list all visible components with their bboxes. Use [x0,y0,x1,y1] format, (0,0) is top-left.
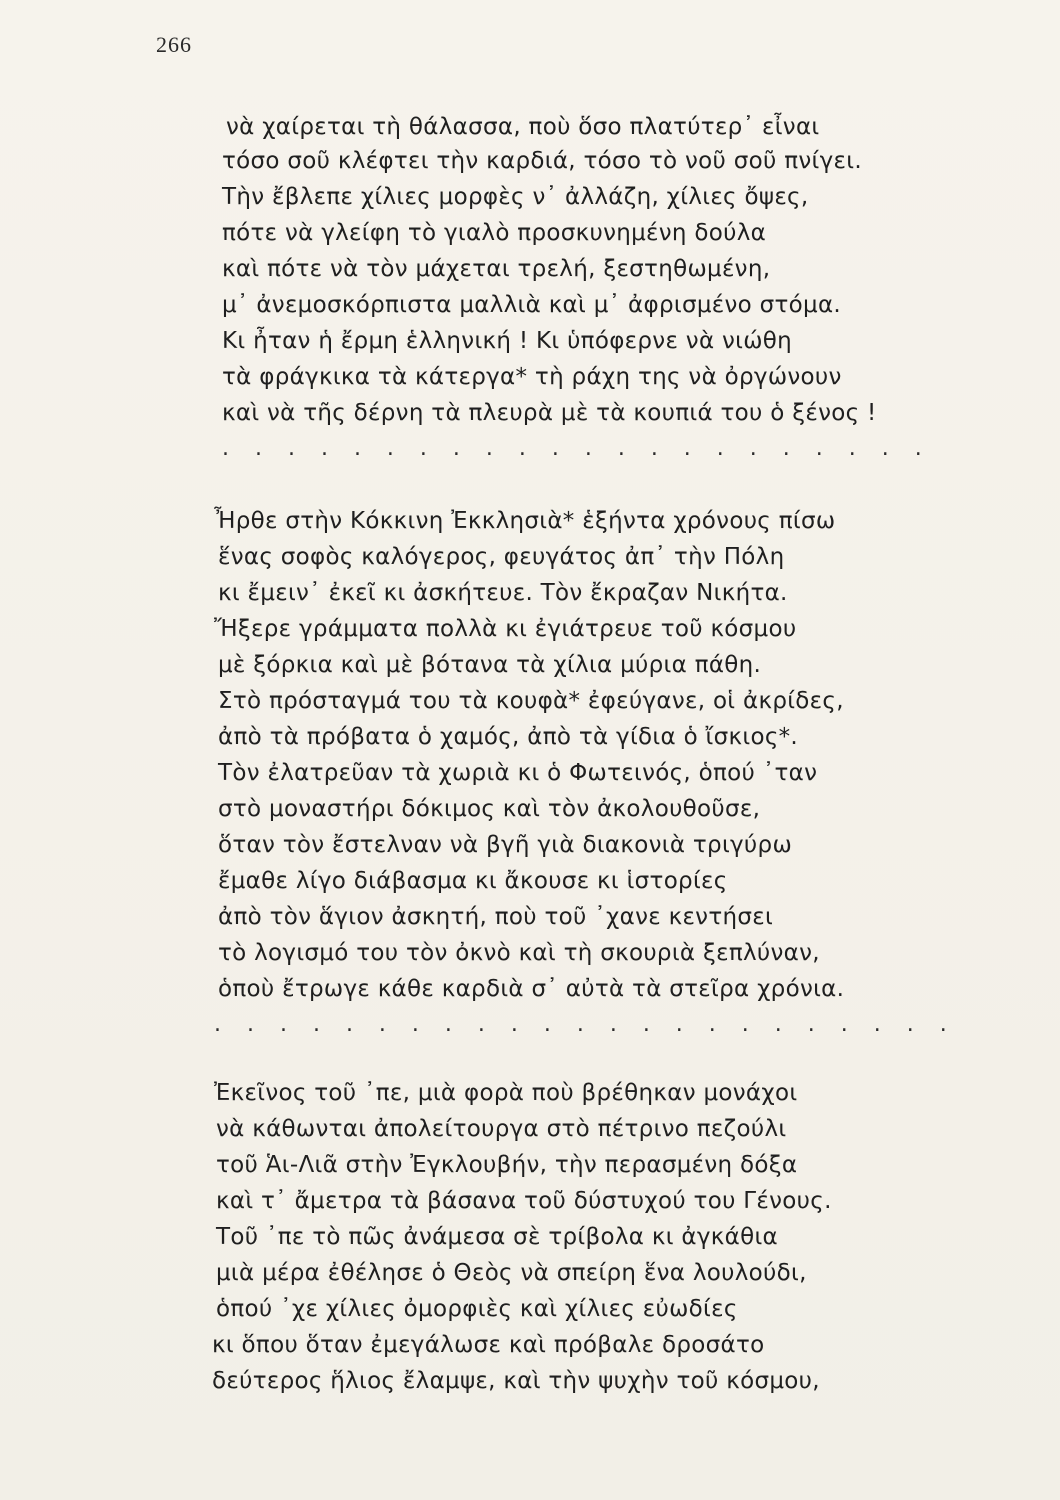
verse-line: ἀπὸ τὰ πρόβατα ὁ χαμός, ἀπὸ τὰ γίδια ὁ ἴσκιος*. [218,724,799,750]
verse-line: Τοῦ ᾽πε τὸ πῶς ἀνάμεσα σὲ τρίβολα κι ἀγκάθια [216,1224,778,1250]
verse-line: Στὸ πρόσταγμά του τὰ κουφὰ* ἐφεύγανε, οἱ ἀκρίδες, [218,688,844,714]
verse-line: Τὴν ἔβλεπε χίλιες μορφὲς ν᾽ ἀλλάζη, χίλιες ὄψες, [222,184,809,210]
verse-line: Ἦρθε στὴν Κόκκινη Ἐκκλησιὰ* ἑξήντα χρόνους πίσω [214,508,836,534]
verse-line: ἕνας σοφὸς καλόγερος, φευγάτος ἀπ᾽ τὴν Πόλη [218,544,785,570]
verse-line: δεύτερος ἥλιος ἔλαμψε, καὶ τὴν ψυχὴν τοῦ κόσμου, [212,1368,820,1394]
verse-line: τὰ φράγκικα τὰ κάτεργα* τὴ ράχη της νὰ ὀργώνουν [222,364,842,390]
verse-line: ὅταν τὸν ἔστελναν νὰ βγῆ γιὰ διακονιὰ τριγύρω [218,832,793,858]
verse-line: Ἤξερε γράμματα πολλὰ κι ἐγιάτρευε τοῦ κόσμου [214,616,797,642]
verse-line: κι ἔμειν᾽ ἐκεῖ κι ἀσκήτευε. Τὸν ἔκραζαν Νικήτα. [218,580,788,606]
verse-line: μ᾽ ἀνεμοσκόρπιστα μαλλιὰ καὶ μ᾽ ἀφρισμένο στόμα. [222,292,842,318]
verse-line: στὸ μοναστήρι δόκιμος καὶ τὸν ἀκολουθοῦσε, [218,796,761,822]
page-number: 266 [156,32,192,57]
verse-line: νὰ χαίρεται τὴ θάλασσα, ποὺ ὅσο πλατύτερ᾽ εἶναι [226,114,820,140]
verse-line: ἀπὸ τὸν ἅγιον ἀσκητή, ποὺ τοῦ ᾽χανε κεντήσει [218,904,774,930]
verse-line: κι ὅπου ὅταν ἐμεγάλωσε καὶ πρόβαλε δροσάτο [212,1332,765,1358]
verse-line: Κι ἦταν ἡ ἔρμη ἑλληνική ! Κι ὑπόφερνε νὰ νιώθη [222,328,793,354]
verse-line: καὶ νὰ τῆς δέρνη τὰ πλευρὰ μὲ τὰ κουπιά του ὁ ξένος ! [222,400,877,426]
verse-line: καὶ πότε νὰ τὸν μάχεται τρελή, ξεστηθωμένη, [222,256,771,282]
verse-line: Ἐκεῖνος τοῦ ᾽πε, μιὰ φορὰ ποὺ βρέθηκαν μονάχοι [214,1080,798,1106]
verse-line: πότε νὰ γλείφη τὸ γιαλὸ προσκυνημένη δούλα [222,220,767,246]
verse-line: μιὰ μέρα ἐθέλησε ὁ Θεὸς νὰ σπείρη ἕνα λουλούδι, [216,1260,807,1286]
section-separator: . . . . . . . . . . . . . . . . . . . . . . [222,436,932,461]
verse-line: τὸ λογισμό του τὸν ὀκνὸ καὶ τὴ σκουριὰ ξεπλύναν, [218,940,820,966]
verse-line: ὁπού ᾽χε χίλιες ὀμορφιὲς καὶ χίλιες εὐωδίες [216,1296,738,1322]
verse-line: Τὸν ἐλατρεῦαν τὰ χωριὰ κι ὁ Φωτεινός, ὁπού ᾽ταν [218,760,818,786]
verse-line: τόσο σοῦ κλέφτει τὴν καρδιά, τόσο τὸ νοῦ σοῦ πνίγει. [222,148,862,174]
section-separator: . . . . . . . . . . . . . . . . . . . . . . . [214,1012,957,1037]
verse-line: ὁποὺ ἔτρωγε κάθε καρδιὰ σ᾽ αὐτὰ τὰ στεῖρα χρόνια. [218,976,845,1002]
verse-line: τοῦ Ἁι-Λιᾶ στὴν Ἐγκλουβήν, τὴν περασμένη δόξα [216,1152,798,1178]
verse-line: νὰ κάθωνται ἀπολείτουργα στὸ πέτρινο πεζούλι [216,1116,787,1142]
verse-line: μὲ ξόρκια καὶ μὲ βότανα τὰ χίλια μύρια πάθη. [218,652,762,678]
verse-line: ἔμαθε λίγο διάβασμα κι ἄκουσε κι ἱστορίες [218,868,728,894]
verse-line: καὶ τ᾽ ἄμετρα τὰ βάσανα τοῦ δύστυχού του Γένους. [216,1188,832,1214]
